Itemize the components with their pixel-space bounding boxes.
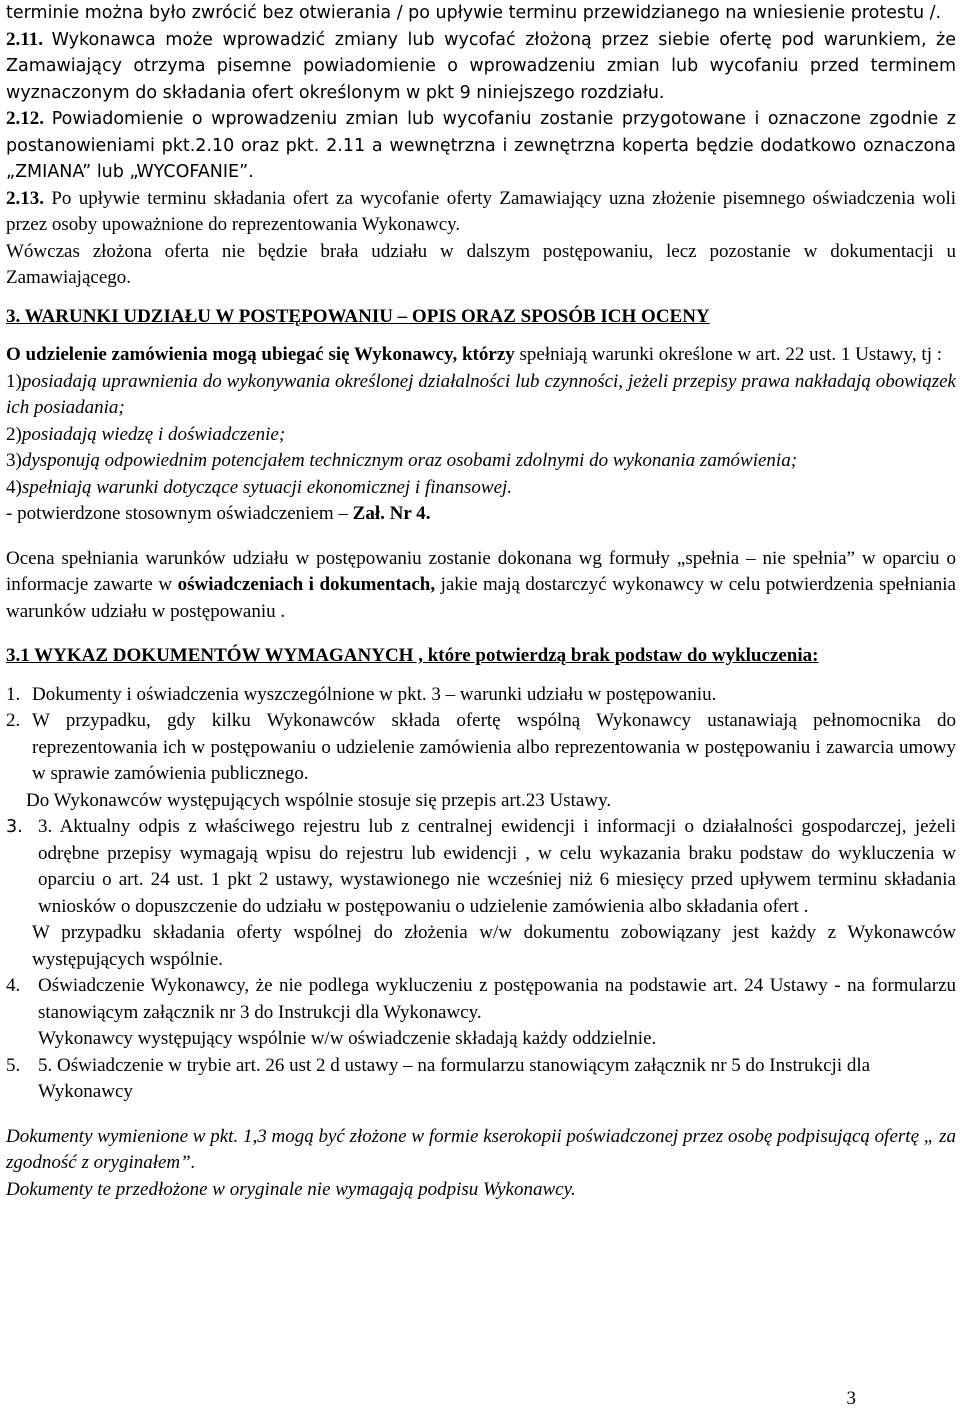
condition-text: dysponują odpowiednim potencjałem technicznym oraz osobami zdolnymi do wykonania zamówienia; bbox=[21, 450, 798, 471]
paragraph-2-13 bbox=[6, 186, 956, 239]
page-number: 3 bbox=[846, 1388, 856, 1409]
confirmation-text: - potwierdzone stosownym oświadczeniem – bbox=[6, 503, 353, 524]
assessment-paragraph bbox=[6, 546, 956, 626]
condition-1 bbox=[6, 369, 956, 422]
section-text: Po upływie terminu składania ofert za wycofanie oferty Zamawiający uzna złożenie pisemnego oświadczenia woli przez osoby upoważnione do reprezentowania Wykonawcy. bbox=[6, 187, 956, 235]
condition-number: 2) bbox=[6, 423, 22, 445]
list-item-2 bbox=[6, 708, 956, 788]
section-3-intro bbox=[6, 342, 956, 369]
condition-number: 3) bbox=[6, 450, 22, 471]
list-number: 3. bbox=[6, 817, 23, 837]
list-text: 3. Aktualny odpis z właściwego rejestru lub z centralnej ewidencji i informacji o działalności gospodarczej, jeżeli odrębne przepisy wymagają wpisu do rejestru lub ewidencji , w celu wykazania braku podstaw do wykluczenia w oparciu o art. 24 ust. 1 pkt 2 ustawy, wystawionego nie wcześniej niż 6 miesięcy przed upływem terminu składania wniosków o dopuszczenie do udziału w postępowaniu o udzielenie zamówienia albo składania ofert . bbox=[38, 816, 956, 917]
section-number: 2.13. bbox=[6, 187, 44, 209]
list-item-3 bbox=[6, 814, 956, 920]
paragraph-2-11 bbox=[6, 27, 956, 107]
closing-note-copies: Dokumenty wymienione w pkt. 1,3 mogą być złożone w formie kserokopii poświadczonej przez osobę podpisującą ofertę „ za zgodność z oryginałem”. bbox=[6, 1125, 956, 1173]
intro-bold-text: O udzielenie zamówienia mogą ubiegać się Wykonawcy, którzy bbox=[6, 344, 515, 365]
list-text: W przypadku, gdy kilku Wykonawców składa ofertę wspólną Wykonawcy ustanawiają pełnomocnika do reprezentowania ich w postępowaniu o udzielenie zamówienia albo reprezentowania w postępowaniu i zawarcia umowy w sprawie zamówienia publicznego. bbox=[32, 710, 956, 784]
attachment-reference: Zał. Nr 4 bbox=[352, 503, 426, 524]
list-item-1 bbox=[6, 682, 956, 709]
list-item-3-note: W przypadku składania oferty wspólnej do złożenia w/w dokumentu zobowiązany jest każdy z Wykonawców występujących wspólnie. bbox=[32, 922, 956, 970]
section-number: 2.11. bbox=[6, 28, 43, 50]
condition-number: 1) bbox=[6, 370, 22, 392]
intro-text: spełniają warunki określone w art. 22 ust. 1 Ustawy, tj : bbox=[514, 344, 943, 365]
confirmation-line bbox=[6, 501, 956, 528]
document-page bbox=[6, 0, 956, 1203]
assessment-bold-text: oświadczeniach i dokumentach, bbox=[177, 574, 436, 595]
condition-4 bbox=[6, 475, 956, 502]
condition-3 bbox=[6, 448, 956, 475]
assessment-text-end: jakie mają dostarczyć wykonawcy w celu potwierdzenia spełniania warunków udziału w postępowaniu . bbox=[6, 574, 956, 622]
condition-text: posiadają uprawnienia do wykonywania określonej działalności lub czynności, jeżeli przepisy prawa nakładają obowiązek ich posiadania; bbox=[6, 370, 956, 418]
condition-text: spełniają warunki dotyczące sytuacji ekonomicznej i finansowej. bbox=[21, 476, 513, 498]
condition-number: 4) bbox=[6, 476, 22, 498]
list-item-2-note: Do Wykonawców występujących wspólnie stosuje się przepis art.23 Ustawy. bbox=[26, 789, 612, 811]
list-number: 2. bbox=[6, 710, 21, 731]
condition-text: posiadają wiedzę i doświadczenie; bbox=[21, 423, 286, 445]
section-number: 2.12. bbox=[6, 108, 44, 129]
condition-2 bbox=[6, 422, 956, 449]
confirmation-end: . bbox=[425, 503, 431, 524]
list-item-4-note: Wykonawcy występujący wspólnie w/w oświadczenie składają każdy oddzielnie. bbox=[38, 1028, 657, 1049]
list-number: 1. bbox=[6, 683, 21, 705]
list-item-5 bbox=[6, 1053, 956, 1106]
list-item-4 bbox=[6, 973, 956, 1026]
paragraph-protest-end: terminie można było zwrócić bez otwierania / po upływie terminu przewidzianego na wniesienie protestu /. bbox=[6, 3, 942, 23]
paragraph-2-12 bbox=[6, 106, 956, 186]
list-text: Dokumenty i oświadczenia wyszczególnione w pkt. 3 – warunki udziału w postępowaniu. bbox=[32, 683, 717, 705]
section-text: Powiadomienie o wprowadzeniu zmian lub wycofaniu zostanie przygotowane i oznaczone zgodnie z postanowieniami pkt.2.10 oraz pkt. 2.11 a wewnętrzna i zewnętrzna koperta będzie dodatkowo oznaczona „ZMIANA” lub „WYCOFANIE”. bbox=[6, 109, 956, 182]
paragraph-2-13-continued: Wówczas złożona oferta nie będzie brała udziału w dalszym postępowaniu, lecz pozostanie w dokumentacji u Zamawiającego. bbox=[6, 240, 956, 288]
section-3-1-heading: 3.1 WYKAZ DOKUMENTÓW WYMAGANYCH , które potwierdzą brak podstaw do wykluczenia: bbox=[6, 645, 819, 666]
section-text: Wykonawca może wprowadzić zmiany lub wycofać złożoną przez siebie ofertę pod warunkiem, że Zamawiający otrzyma pisemne powiadomienie o wprowadzeniu zmian lub wycofaniu przed terminem wyznaczonym do składania ofert określonym w pkt 9 niniejszego rozdziału. bbox=[6, 29, 956, 103]
closing-note-originals: Dokumenty te przedłożone w oryginale nie wymagają podpisu Wykonawcy. bbox=[6, 1178, 576, 1200]
list-text: 5. Oświadczenie w trybie art. 26 ust 2 d ustawy – na formularzu stanowiącym załącznik nr 5 do Instrukcji dla Wykonawcy bbox=[38, 1054, 871, 1102]
list-number: 4. bbox=[6, 975, 21, 996]
list-text: Oświadczenie Wykonawcy, że nie podlega wykluczeniu z postępowania na podstawie art. 24 Ustawy - na formularzu stanowiącym załącznik nr 3 do Instrukcji dla Wykonawcy. bbox=[38, 975, 956, 1023]
section-3-heading: 3. WARUNKI UDZIAŁU W POSTĘPOWANIU – OPIS ORAZ SPOSÓB ICH OCENY bbox=[6, 305, 710, 327]
assessment-text: Ocena spełniania warunków udziału w postępowaniu zostanie dokonana wg formuły „spełnia – nie spełnia” w oparciu o informacje zawarte w bbox=[6, 547, 956, 595]
list-number: 5. bbox=[6, 1054, 21, 1076]
